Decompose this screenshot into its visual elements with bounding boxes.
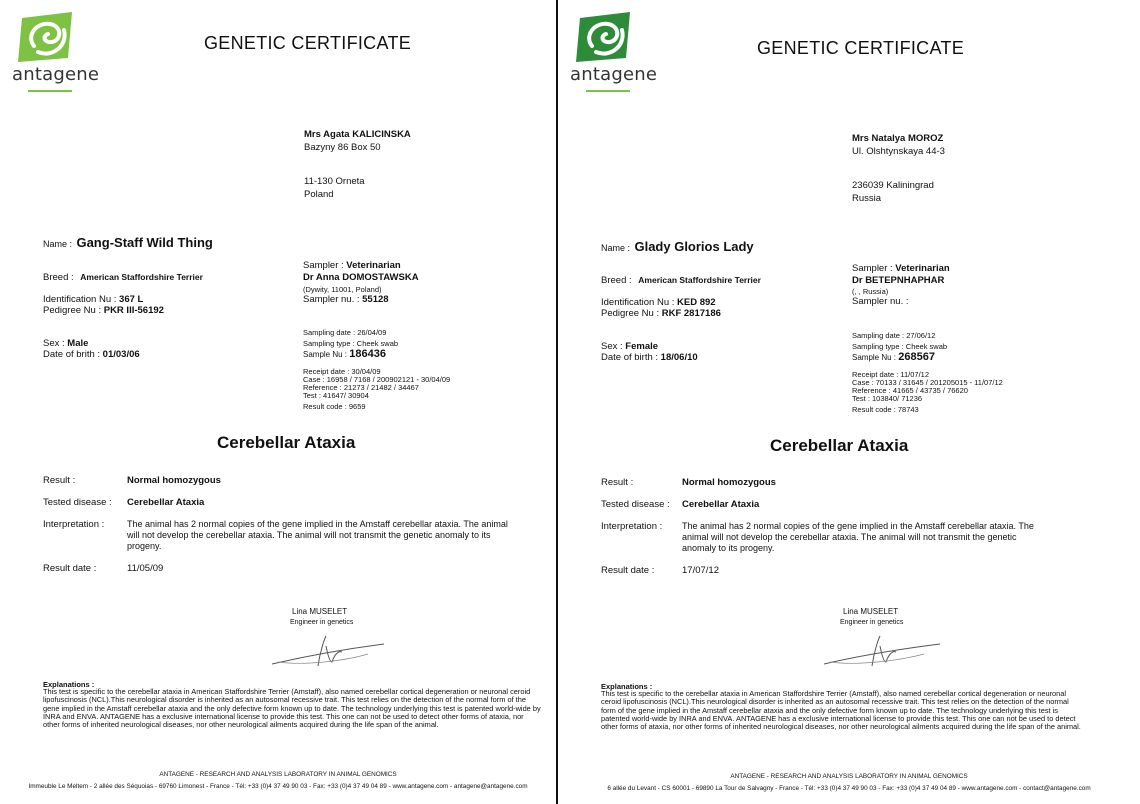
breed: American Staffordshire Terrier (80, 272, 203, 282)
sampler-name: Dr Anna DOMOSTAWSKA (303, 272, 419, 283)
owner-country: Poland (304, 189, 334, 200)
sample-nu: 186436 (349, 348, 386, 360)
sampling-type: Sampling type : Cheek swab (852, 342, 948, 351)
antagene-logo-icon (12, 10, 100, 94)
sample-nu-row: Sample Nu : 268567 (852, 351, 935, 363)
dog-name: Glady Glorios Lady (634, 239, 754, 254)
signer-role: Engineer in genetics (290, 619, 354, 626)
case-line: Case : 70133 / 31645 / 201205015 - 11/07/12 (852, 378, 1003, 387)
dog-name-row (601, 238, 754, 256)
sample-nu: 268567 (898, 351, 935, 363)
footer-address: Immeuble Le Meltem - 2 allée des Séquoias - 69760 Limonest - France - Tél: +33 (0)4 37 49 90 03 - Fax: +33 (0)4 37 49 04 89 - www.antagene.com - antagene@antagene.com (28, 783, 528, 790)
pedigree-nu: PKR III-56192 (103, 305, 164, 316)
explanations-text: This test is specific to the cerebellar ataxia in American Staffordshire Terrier (Amstaff), also named cerebellar cortical degeneration or neuronal ceroid lipofuscinosis (NCL).This neurological disorder is inherited as an autosomal recessive trait. This test relies on the detection of the normal form of the gene implied in the Amstaff cerebellar ataxia and the only defective form known up to date. The technology underlying this test is patented world-wide by INRA and ENVA. ANTAGENE has a exclusive international license to provide this test. This one can not be used to detect other forms of ataxia, nor other forms of inherited neurological diseases, nor other neurological ailments acquired during the life span of the animal. (601, 689, 1081, 732)
logo-word: antagene (12, 64, 100, 85)
disease-title: Cerebellar Ataxia (217, 433, 356, 452)
interpretation-label: Interpretation : (601, 521, 663, 532)
result-label: Result : (601, 477, 634, 488)
tested-disease: Cerebellar Ataxia (127, 497, 205, 508)
receipt-date: Receipt date : 30/04/09 (303, 367, 381, 376)
certificate-title: GENETIC CERTIFICATE (757, 38, 965, 58)
sampling-date: Sampling date : 26/04/09 (303, 328, 387, 337)
owner-address-line1: Ul. Olshtynskaya 44-3 (852, 146, 945, 157)
breed-row: Breed : American Staffordshire Terrier (43, 272, 203, 283)
dog-name-row (43, 234, 213, 252)
certificate-left (0, 0, 556, 804)
pedigree-row: Pedigree Nu : RKF 2817186 (601, 308, 721, 319)
footer-lab: ANTAGENE - RESEARCH AND ANALYSIS LABORATORY IN ANIMAL GENOMICS (730, 773, 968, 780)
sex-row: Sex : Male (43, 338, 89, 349)
owner-address-line2: 236039 Kaliningrad (852, 180, 934, 191)
sampling-date: Sampling date : 27/06/12 (852, 331, 936, 340)
identification-row: Identification Nu : KED 892 (601, 297, 716, 308)
case-line: Case : 16958 / 7168 / 200902121 - 30/04/09 (303, 375, 451, 384)
footer-lab: ANTAGENE - RESEARCH AND ANALYSIS LABORATORY IN ANIMAL GENOMICS (159, 771, 397, 778)
sampler-location: (Dywity, 11001, Poland) (303, 285, 382, 294)
result-label: Result : (43, 475, 76, 486)
sex-row: Sex : Female (601, 341, 659, 352)
signer-name: Lina MUSELET (843, 607, 899, 616)
signer-role: Engineer in genetics (840, 619, 904, 626)
sampler-name: Dr BETEPNHAPHAR (852, 275, 945, 286)
birth-date: 01/03/06 (102, 349, 140, 360)
result-date: 17/07/12 (682, 565, 719, 576)
dog-name-label: Name : (601, 243, 631, 253)
sampling-type: Sampling type : Cheek swab (303, 339, 399, 348)
sampler-type: Veterinarian (895, 263, 950, 274)
result-code: Result code : 9659 (303, 402, 366, 411)
sampler-row: Sampler : Veterinarian (303, 260, 401, 271)
sampler-row: Sampler : Veterinarian (852, 263, 950, 274)
explanations-title: Explanations : (601, 682, 653, 691)
identification-row: Identification Nu : 367 L (43, 294, 144, 305)
sampler-location: (, , Russia) (852, 287, 889, 296)
breed: American Staffordshire Terrier (638, 275, 761, 285)
reference-line: Reference : 21273 / 21482 / 34467 (303, 383, 419, 392)
reference-line: Reference : 41665 / 43735 / 76620 (852, 386, 968, 395)
owner-address-line2: 11-130 Orneta (304, 176, 365, 187)
footer-address: 6 allée du Levant - CS 60001 - 69890 La Tour de Salvagny - France - Tél: +33 (0)4 37 49 90 03 - Fax: +33 (0)4 37 49 04 89 - www.antagene.com - contact@antagene.com (607, 785, 1091, 792)
receipt-date: Receipt date : 11/07/12 (852, 370, 929, 379)
identification-nu: 367 L (119, 294, 144, 305)
interpretation-text: The animal has 2 normal copies of the gene implied in the Amstaff cerebellar ataxia. The animal will not develop the cerebellar ataxia. The animal will not transmit the genetic anomaly to its progeny. (682, 521, 1034, 553)
signer-name: Lina MUSELET (292, 607, 348, 616)
certificate-right (558, 0, 1140, 804)
test-line: Test : 41647/ 30904 (303, 391, 369, 400)
sampler-nu: 55128 (362, 294, 389, 305)
explanations-title: Explanations : (43, 680, 95, 689)
interpretation-label: Interpretation : (43, 519, 105, 530)
explanations-text: This test is specific to the cerebellar ataxia in American Staffordshire Terrier (Amstaff), also named cerebellar cortical degeneration or neuronal ceroid lipofuscinosis (NCL).This neurological disorder is inherited as an autosomal recessive trait. This test relies on the detection of the normal form of the gene implied in the Amstaff cerebellar ataxia and the only defective form known up to date. The technology underlying this test is patented world-wide by INRA and ENVA. ANTAGENE has a exclusive international license to provide this test. This one can not be used to detect other forms of ataxia, nor other forms of inherited neurological diseases, nor other neurological ailments acquired during the life span of the animal. (43, 687, 541, 730)
birth-row: Date of birth : 18/06/10 (601, 352, 698, 363)
dog-name: Gang-Staff Wild Thing (76, 235, 213, 250)
owner-country: Russia (852, 193, 882, 204)
owner-address-line1: Bazyny 86 Box 50 (304, 142, 381, 153)
result-value: Normal homozygous (682, 477, 776, 488)
result-date-label: Result date : (601, 565, 655, 576)
sampler-type: Veterinarian (346, 260, 401, 271)
signature-icon (268, 632, 388, 672)
sample-nu-row: Sample Nu : 186436 (303, 348, 386, 360)
test-line: Test : 103840/ 71236 (852, 394, 923, 403)
sex: Male (67, 338, 89, 349)
result-code: Result code : 78743 (852, 405, 919, 414)
antagene-logo-icon (570, 10, 658, 94)
certificate-title: GENETIC CERTIFICATE (204, 33, 412, 53)
interpretation-text: The animal has 2 normal copies of the gene implied in the Amstaff cerebellar ataxia. The animal will not develop the cerebellar ataxia. The animal will not transmit the genetic anomaly to its progeny. (127, 519, 508, 551)
birth-date: 18/06/10 (660, 352, 698, 363)
owner-name: Mrs Natalya MOROZ (852, 133, 944, 144)
tested-disease: Cerebellar Ataxia (682, 499, 760, 510)
sampler-nu-row: Sampler nu. : 55128 (303, 294, 389, 305)
result-date-label: Result date : (43, 563, 97, 574)
tested-disease-label: Tested disease : (601, 499, 670, 510)
result-value: Normal homozygous (127, 475, 221, 486)
pedigree-nu: RKF 2817186 (661, 308, 721, 319)
tested-disease-label: Tested disease : (43, 497, 112, 508)
birth-row: Date of brith : 01/03/06 (43, 349, 140, 360)
disease-title: Cerebellar Ataxia (770, 436, 909, 455)
result-date: 11/05/09 (127, 563, 164, 574)
logo-word: antagene (570, 64, 658, 85)
pedigree-row: Pedigree Nu : PKR III-56192 (43, 305, 164, 316)
signature-icon (820, 632, 944, 672)
breed-row: Breed : American Staffordshire Terrier (601, 275, 761, 286)
identification-nu: KED 892 (677, 297, 716, 308)
sex: Female (625, 341, 659, 352)
owner-name: Mrs Agata KALICINSKA (304, 129, 411, 140)
sampler-nu-row: Sampler nu. : (852, 296, 909, 307)
dog-name-label: Name : (43, 239, 73, 249)
